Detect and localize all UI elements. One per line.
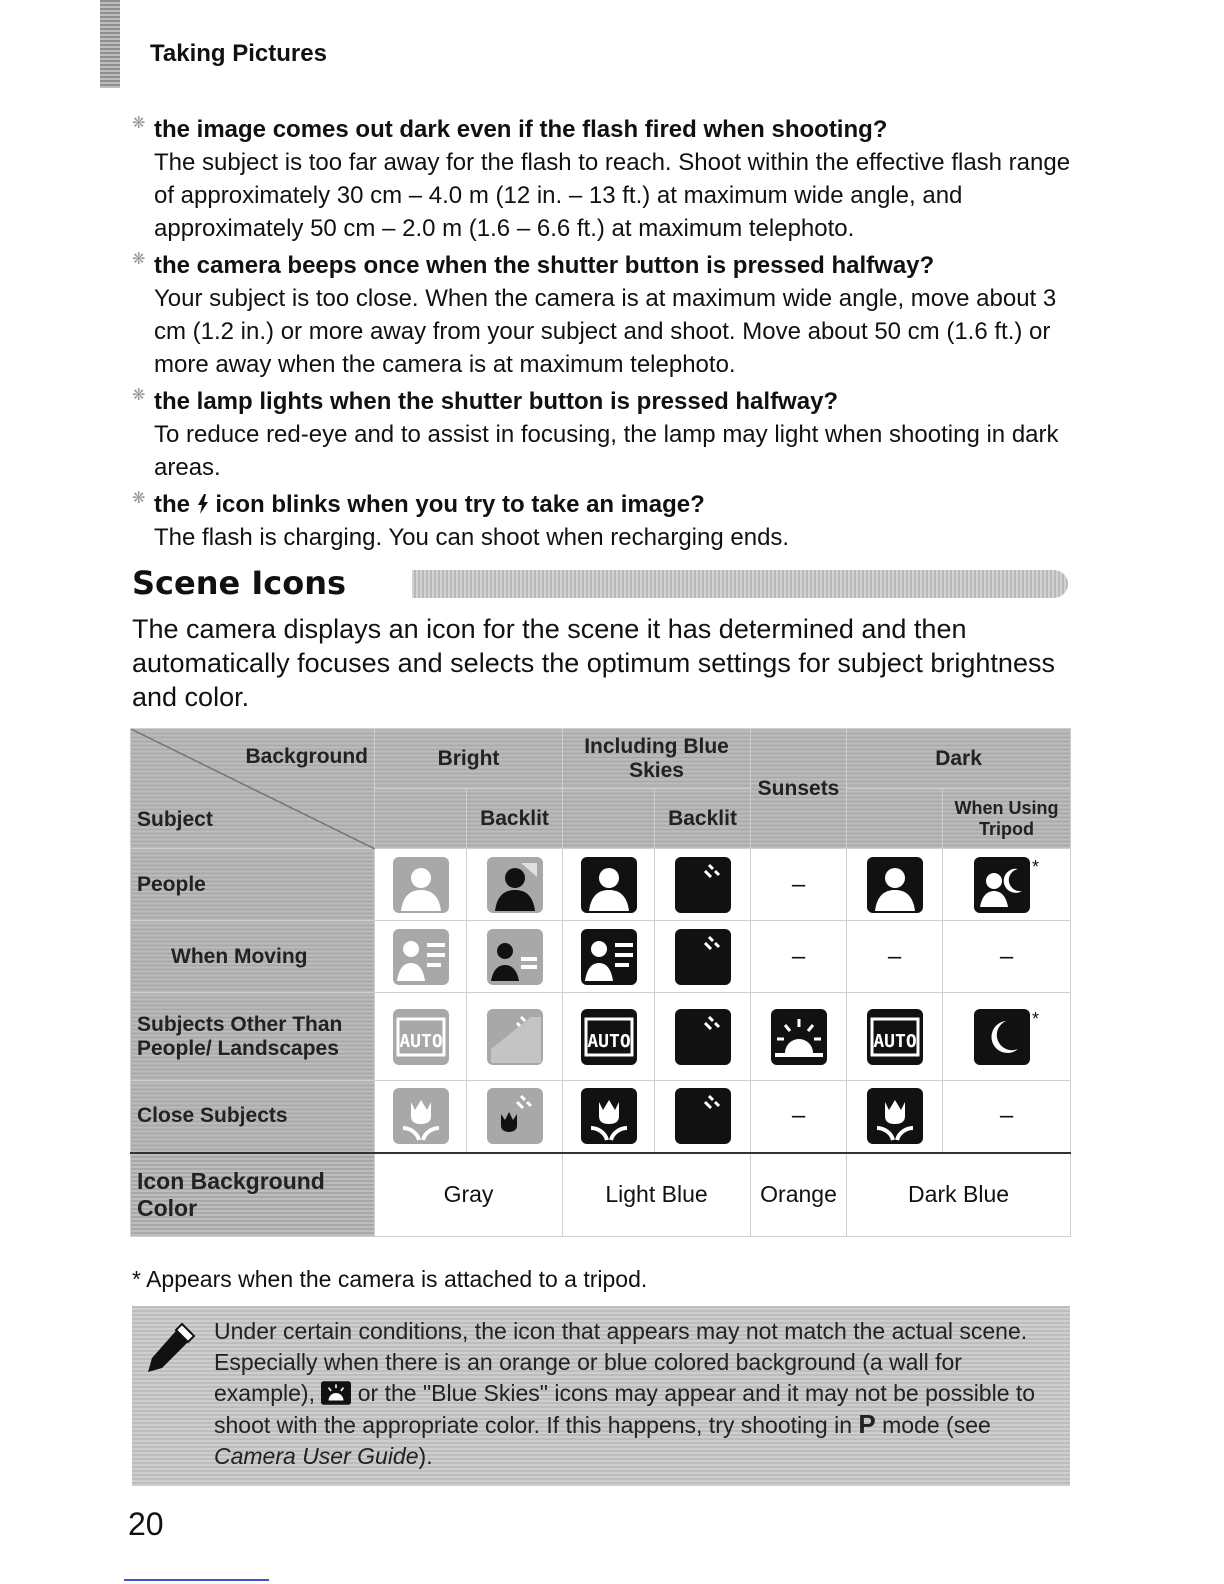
table-cell [655, 849, 751, 921]
people-darkblue-icon [867, 857, 923, 913]
note-part1: Under certain conditions, the icon that appears may not match the actual scene. Especially when there is an orange or blue colored background (a wall for example), [214, 1318, 1028, 1406]
faq-question: the lamp lights when the shutter button is pressed halfway? [154, 388, 839, 415]
section-title: Scene Icons [132, 564, 347, 602]
note-guide-ref: Camera User Guide [214, 1443, 419, 1469]
note-part2: or the "Blue Skies" icons may appear and it may not be possible to shoot with the appropriate color. If this happens, try shooting in [214, 1380, 1036, 1438]
table-row [131, 849, 1071, 921]
faq-question: the image comes out dark even if the flash fired when shooting? [154, 116, 888, 143]
night-tripod-icon [974, 1009, 1030, 1065]
row-header-when-moving: When Moving [131, 921, 375, 993]
faq-item [132, 249, 1092, 381]
table-cell [467, 993, 563, 1081]
svg-text:AUTO: AUTO [872, 1030, 917, 1052]
color-light-blue: Light Blue [563, 1153, 751, 1237]
table-cell [467, 921, 563, 993]
col-header-dark-tripod: When Using Tripod [943, 789, 1071, 849]
bottom-rule [124, 1579, 269, 1581]
macro-lightblue-icon [581, 1088, 637, 1144]
col-header-bright: Bright [375, 729, 563, 789]
macro-darkblue-icon [867, 1088, 923, 1144]
flash-icon [197, 494, 209, 514]
dash: – [791, 870, 806, 898]
people-lightblue-icon [581, 857, 637, 913]
dash: – [999, 942, 1014, 970]
tripod-asterisk: * [1032, 1008, 1040, 1029]
table-cell [467, 849, 563, 921]
table-cell [375, 849, 467, 921]
auto-darkblue-icon [867, 1009, 923, 1065]
bullet-icon: ❋ [132, 387, 146, 404]
col-header-dark: Dark [847, 729, 1071, 789]
section-intro: The camera displays an icon for the scene it has determined and then automatically focuses and selects the optimum settings for subject brightness and color. [132, 614, 1055, 712]
faq-question-post: icon blinks when you try to take an image? [215, 491, 705, 518]
table-cell [847, 993, 943, 1081]
row-header-other-subjects: Subjects Other Than People/ Landscapes [131, 993, 375, 1081]
p-mode-icon: P [858, 1409, 876, 1439]
table-cell [655, 1081, 751, 1153]
people-gray-icon [393, 857, 449, 913]
col-header-blue-skies: Including Blue Skies [563, 729, 751, 789]
faq-answer: The flash is charging. You can shoot when recharging ends. [154, 524, 790, 551]
row-header-icon-color: Icon Background Color [131, 1153, 375, 1237]
sunset-icon [771, 1009, 827, 1065]
dash: – [791, 942, 806, 970]
dash: – [791, 1102, 806, 1130]
pencil-icon [142, 1320, 198, 1376]
color-orange: Orange [751, 1153, 847, 1237]
bullet-icon: ❋ [132, 251, 146, 268]
table-cell [375, 921, 467, 993]
corner-subject-label: Subject [137, 808, 213, 831]
people-moving-gray-icon [393, 929, 449, 985]
table-cell [563, 849, 655, 921]
people-backlit-gray-icon [487, 857, 543, 913]
note-part3: mode (see [882, 1412, 991, 1438]
macro-backlit-gray-icon [487, 1088, 543, 1144]
table-cell [847, 921, 943, 993]
table-cell [563, 921, 655, 993]
table-cell [847, 1081, 943, 1153]
table-row [131, 921, 1071, 993]
col-header-bright-normal [375, 789, 467, 849]
people-moving-backlit-gray-icon [487, 929, 543, 985]
table-cell [943, 921, 1071, 993]
table-corner-header [131, 729, 375, 849]
corner-background-label: Background [245, 745, 368, 768]
people-backlit-lightblue-icon [675, 857, 731, 913]
faq-question [154, 488, 1092, 521]
faq-item [132, 488, 1092, 554]
table-row [131, 1153, 1071, 1237]
side-tab-marker [100, 0, 120, 88]
faq-question-pre: the [154, 491, 190, 518]
table-cell [563, 993, 655, 1081]
bullet-icon: ❋ [132, 490, 146, 507]
table-cell [751, 1081, 847, 1153]
backlit-gray-icon [487, 1009, 543, 1065]
section-label: Taking Pictures [150, 40, 327, 67]
heading-bar [412, 570, 1068, 598]
auto-lightblue-icon [581, 1009, 637, 1065]
table-cell [375, 1081, 467, 1153]
table-cell [847, 849, 943, 921]
col-header-sunsets: Sunsets [751, 729, 847, 849]
scene-icons-table [130, 728, 1070, 1237]
faq-answer: Your subject is too close. When the camera is at maximum wide angle, move about 3 cm (1.2 in.) or more away from your subject and shoot. Move about 50 cm (1.6 ft.) or more away when the camera is at maximum telephoto. [154, 285, 1057, 378]
note-part4: ). [418, 1443, 433, 1469]
faq-answer: The subject is too far away for the flash to reach. Shoot within the effective flash range of approximately 30 cm – 4.0 m (12 in. – 13 ft.) at maximum wide angle, and approximately 50 cm – 2.0 m (1.6 – 6.6 ft.) at maximum telephoto. [154, 149, 1071, 242]
table-cell [467, 1081, 563, 1153]
col-header-dark-normal [847, 789, 943, 849]
table-cell [751, 921, 847, 993]
backlit-lightblue-icon [675, 1009, 731, 1065]
table-cell [943, 849, 1071, 921]
note-text [214, 1316, 1060, 1472]
table-cell [655, 993, 751, 1081]
table-cell [943, 1081, 1071, 1153]
people-moving-lightblue-icon [581, 929, 637, 985]
faq-item [132, 385, 1092, 484]
table-cell [655, 921, 751, 993]
col-header-blue-backlit: Backlit [655, 789, 751, 849]
table-row [131, 993, 1071, 1081]
faq-list [132, 113, 1092, 558]
color-gray: Gray [375, 1153, 563, 1237]
sunset-inline-icon [321, 1381, 351, 1405]
faq-answer: To reduce red-eye and to assist in focusing, the lamp may light when shooting in dark areas. [154, 421, 1059, 481]
page-number: 20 [128, 1506, 164, 1542]
faq-question: the camera beeps once when the shutter button is pressed halfway? [154, 252, 935, 279]
note-box [132, 1306, 1070, 1486]
color-dark-blue: Dark Blue [847, 1153, 1071, 1237]
col-header-blue-normal [563, 789, 655, 849]
row-header-close-subjects: Close Subjects [131, 1081, 375, 1153]
table-cell [943, 993, 1071, 1081]
faq-item [132, 113, 1092, 245]
svg-text:AUTO: AUTO [398, 1030, 443, 1052]
table-cell [375, 993, 467, 1081]
footnote: * Appears when the camera is attached to a tripod. [132, 1266, 648, 1292]
table-cell [563, 1081, 655, 1153]
table-cell [751, 993, 847, 1081]
bullet-icon: ❋ [132, 115, 146, 132]
tripod-asterisk: * [1032, 856, 1040, 877]
macro-gray-icon [393, 1088, 449, 1144]
section-heading [132, 566, 1070, 602]
macro-backlit-lightblue-icon [675, 1088, 731, 1144]
col-header-bright-backlit: Backlit [467, 789, 563, 849]
table-row [131, 1081, 1071, 1153]
dash: – [999, 1102, 1014, 1130]
auto-gray-icon [393, 1009, 449, 1065]
people-moving-backlit-lightblue-icon [675, 929, 731, 985]
row-header-people: People [131, 849, 375, 921]
table-cell [751, 849, 847, 921]
dash: – [887, 942, 902, 970]
svg-text:AUTO: AUTO [586, 1030, 631, 1052]
people-night-tripod-icon [974, 857, 1030, 913]
